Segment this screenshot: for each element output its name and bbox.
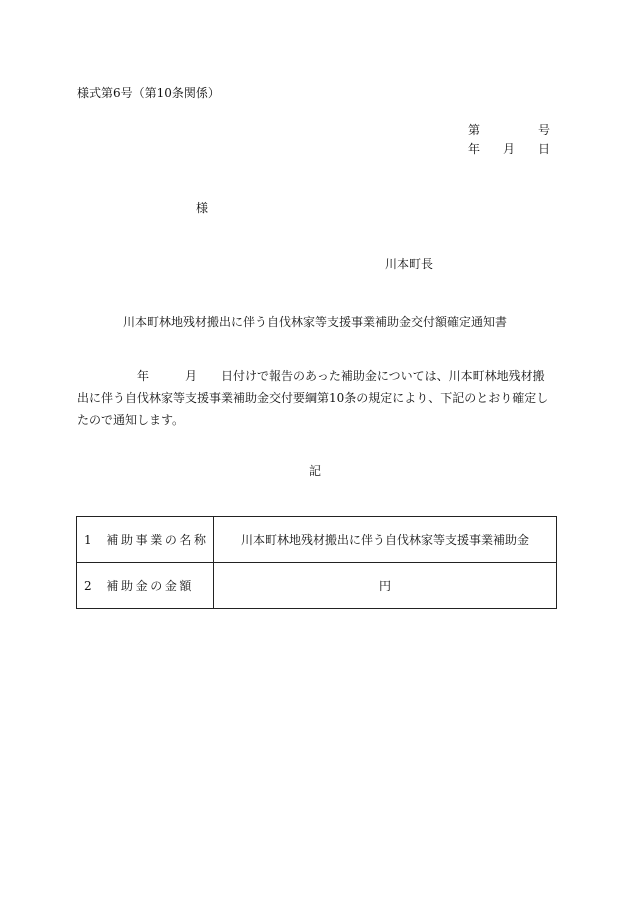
table-row <box>77 517 557 563</box>
document-date-month: 月 <box>502 142 515 156</box>
row-label-project-name <box>77 517 214 563</box>
document-date <box>468 140 550 157</box>
body-date-year: 年 <box>137 369 150 383</box>
row-number: 1 <box>84 533 92 547</box>
issuer-name: 川本町長 <box>385 257 434 271</box>
table-row <box>77 563 557 609</box>
document-number-prefix: 第 <box>468 123 481 137</box>
detail-table <box>76 516 557 609</box>
body-paragraph <box>77 365 553 431</box>
document-date-year: 年 <box>468 142 481 156</box>
document-title: 川本町林地残材搬出に伴う自伐林家等支援事業補助金交付額確定通知書 <box>122 315 507 329</box>
ki-heading: 記 <box>308 464 321 478</box>
row-number: 2 <box>84 579 92 593</box>
body-date-month: 月 <box>185 369 198 383</box>
row-label-text: 補助事業の名称 <box>106 533 209 547</box>
document-number <box>468 121 550 138</box>
body-text: 日付けで報告のあった補助金については、川本町林地残材搬出に伴う自伐林家等支援事業補助金交付要綱第10条の規定により、下記のとおり確定したので通知します。 <box>77 369 549 427</box>
row-value-amount: 円 <box>214 563 557 609</box>
row-label-text: 補助金の金額 <box>106 579 195 593</box>
row-label-amount <box>77 563 214 609</box>
document-date-day: 日 <box>537 142 550 156</box>
addressee-honorific: 様 <box>196 201 209 215</box>
row-value-project-name: 川本町林地残材搬出に伴う自伐林家等支援事業補助金 <box>214 517 557 563</box>
document-number-suffix: 号 <box>537 123 550 137</box>
form-number: 様式第6号（第10条関係） <box>77 86 220 100</box>
